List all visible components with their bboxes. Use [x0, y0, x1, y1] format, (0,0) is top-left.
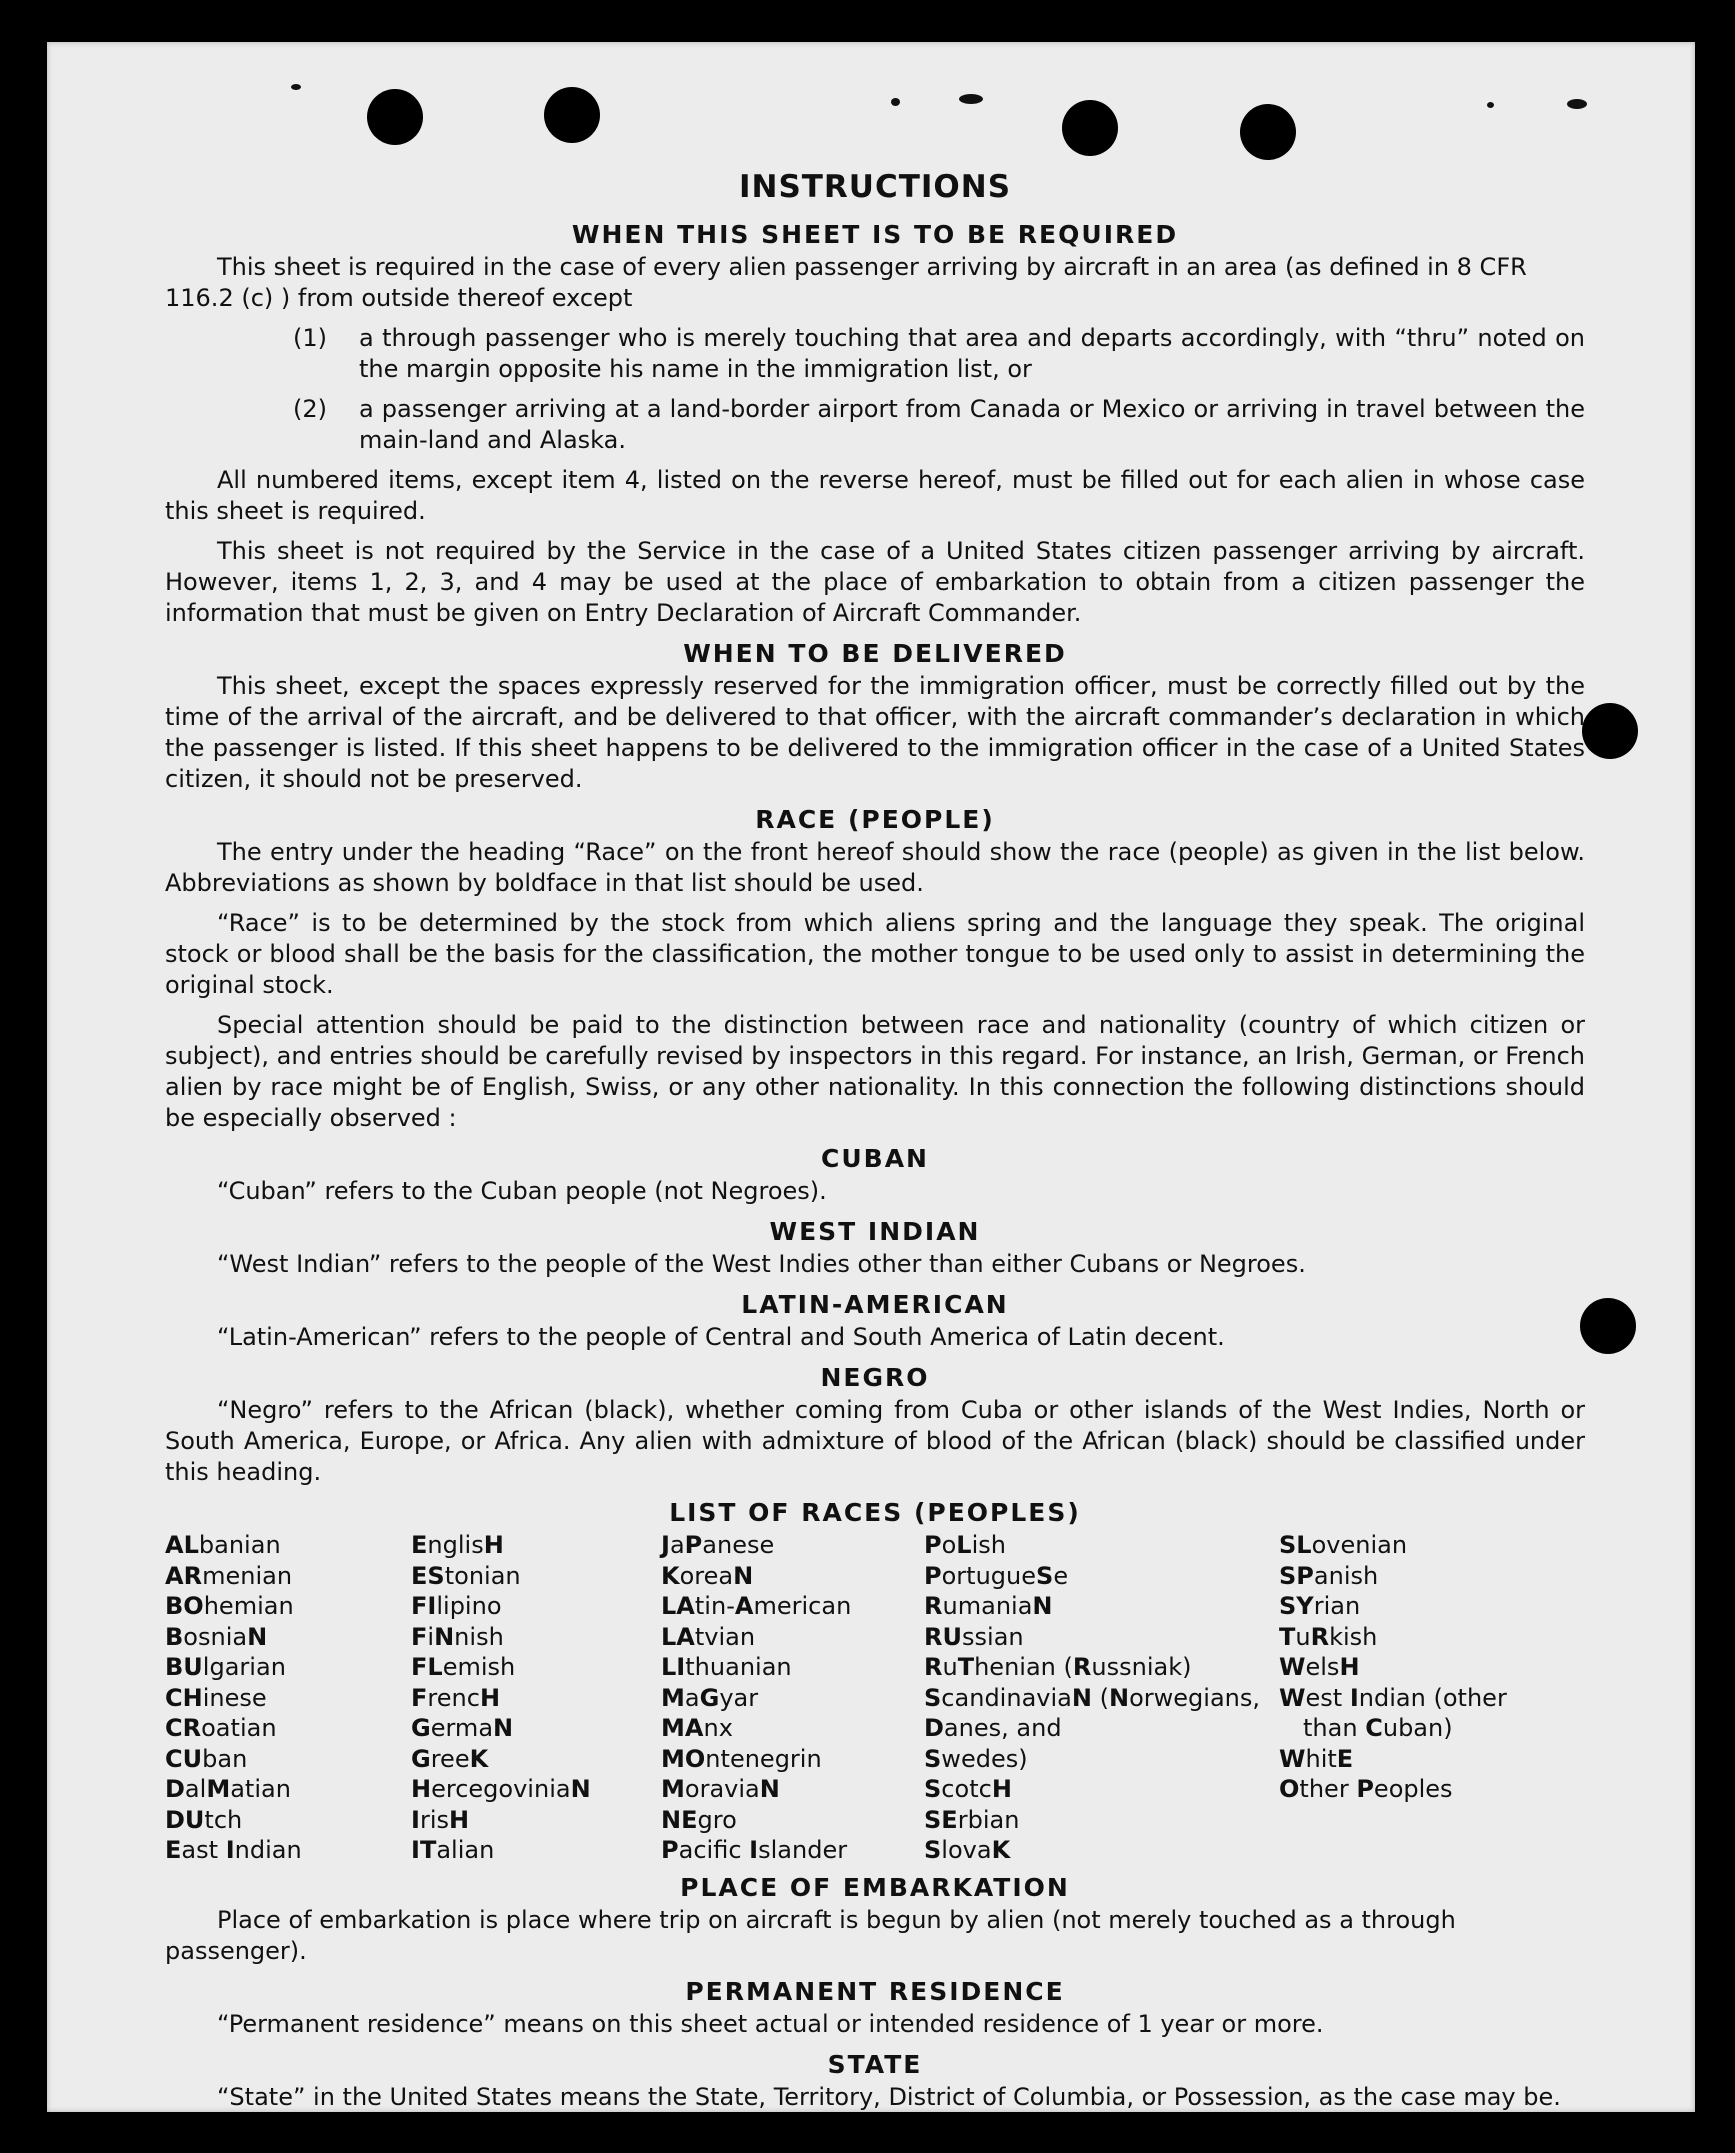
heading-when-required: WHEN THIS SHEET IS TO BE REQUIRED	[571, 220, 1179, 249]
embarkation-text: Place of embarkation is place where trip on aircraft is begun by alien (not merely touched as a through passenger).	[165, 1905, 1456, 1965]
instructions-content	[165, 169, 1585, 2122]
race-para1: The entry under the heading “Race” on the front hereof should show the race (people) as given in the list below. Abbreviations as shown by boldface in that list should be used.	[165, 838, 1585, 897]
heading-list-of-races: LIST OF RACES (PEOPLES)	[669, 1498, 1081, 1527]
speck	[1567, 99, 1587, 109]
list-item: LAtin-American	[661, 1592, 852, 1620]
punch-hole-4	[1240, 104, 1296, 160]
west-indian-text: “West Indian” refers to the people of the West Indies other than either Cubans or Negroes.	[217, 1250, 1306, 1278]
list-item: BosniaN	[165, 1622, 268, 1651]
list-item: NEgro	[661, 1805, 737, 1834]
punch-hole-1	[367, 89, 423, 145]
page-title: INSTRUCTIONS	[738, 169, 1012, 205]
exception-number: (1)	[293, 324, 327, 352]
speck	[891, 98, 900, 106]
speck	[959, 94, 983, 104]
exception-text: a through passenger who is merely touching that area and departs accordingly, with “thru” noted on the margin opposite his name in the immigration list, or	[359, 324, 1585, 383]
list-item: Danes, and	[924, 1714, 1062, 1742]
race-para2: “Race” is to be determined by the stock from which aliens spring and the language they speak. The original stock or blood shall be the basis for the classification, the mother tongue to be used only to assist in determining the original stock.	[165, 909, 1585, 999]
latin-american-text: “Latin-American” refers to the people of Central and South America of Latin decent.	[217, 1323, 1225, 1351]
list-item: BUlgarian	[165, 1653, 286, 1681]
race-para3: Special attention should be paid to the distinction between race and nationality (country of which citizen or subject), and entries should be carefully revised by inspectors in this regard. For instance, an Irish, German, or French alien by race might be of English, Swiss, or any other nationality. In this connection the following distinctions should be especially observed :	[165, 1011, 1585, 1132]
list-item: MaGyar	[661, 1683, 759, 1712]
list-item: WelsH	[1279, 1653, 1360, 1681]
list-item: MOntenegrin	[661, 1744, 822, 1773]
list-item: FIlipino	[411, 1592, 502, 1620]
race-list	[165, 1530, 1585, 1866]
list-item: ALbanian	[165, 1531, 281, 1559]
list-item: RuThenian (Russniak)	[924, 1653, 1192, 1681]
list-item: CUban	[165, 1744, 248, 1773]
heading-when-delivered: WHEN TO BE DELIVERED	[683, 639, 1067, 668]
race-column-2	[411, 1530, 661, 1866]
list-item: Other Peoples	[1279, 1775, 1453, 1803]
heading-negro: NEGRO	[820, 1363, 930, 1392]
heading-latin-american: LATIN-AMERICAN	[741, 1290, 1009, 1319]
heading-west-indian: WEST INDIAN	[769, 1217, 981, 1246]
punch-hole-3	[1062, 100, 1118, 156]
list-item: Pacifc Islander	[661, 1836, 848, 1864]
list-item: SPanish	[1279, 1561, 1379, 1590]
when-required-intro: This sheet is required in the case of every alien passenger arriving by aircraft in an area (as defined in 8 CFR 116.2 (c) ) from outside thereof except	[165, 253, 1527, 312]
list-item: ITalian	[411, 1836, 495, 1864]
punch-hole-2	[544, 87, 600, 143]
list-item: East Indian	[165, 1836, 302, 1864]
exception-text: a passenger arriving at a land-border airport from Canada or Mexico or arriving in travel between the main-land and Alaska.	[359, 395, 1585, 454]
list-item: GreeK	[411, 1744, 489, 1773]
list-item: MoraviaN	[661, 1775, 780, 1803]
list-item: ScandinaviaN (Norwegians,	[924, 1683, 1261, 1712]
list-item: FiNnish	[411, 1622, 504, 1651]
residence-text: “Permanent residence” means on this sheet actual or intended residence of 1 year or more.	[217, 2009, 1324, 2038]
cuban-text: “Cuban” refers to the Cuban people (not Negroes).	[217, 1177, 827, 1205]
list-item: FrencH	[411, 1683, 501, 1712]
list-item: PortugueSe	[924, 1561, 1069, 1590]
heading-race: RACE (PEOPLE)	[755, 805, 995, 834]
heading-residence: PERMANENT RESIDENCE	[685, 1976, 1065, 2006]
document-sheet	[47, 42, 1695, 2112]
list-item: CRoatian	[165, 1714, 277, 1742]
list-item: BOhemian	[165, 1592, 294, 1620]
list-item: PoLish	[924, 1531, 1006, 1559]
heading-cuban: CUBAN	[821, 1144, 929, 1173]
list-item: ARmenian	[165, 1561, 293, 1590]
punch-hole-5	[1582, 703, 1638, 759]
list-item: LAtvian	[661, 1622, 756, 1651]
negro-text: “Negro” refers to the African (black), whether coming from Cuba or other islands of the West Indies, North or South America, Europe, or Africa. Any alien with admixture of blood of the African (black) should be classified under this heading.	[165, 1396, 1585, 1486]
when-required-para3: This sheet is not required by the Service in the case of a United States citizen passenger arriving by aircraft. However, items 1, 2, 3, and 4 may be used at the place of embarkation to obtain from a citizen passenger the information that must be given on Entry Declaration of Aircraft Commander.	[165, 537, 1585, 627]
list-item: DalMatian	[165, 1775, 291, 1803]
list-item: SErbian	[924, 1805, 1020, 1834]
heading-state: STATE	[827, 2049, 923, 2079]
when-delivered-text: This sheet, except the spaces expressly reserved for the immigration officer, must be correctly filled out by the time of the arrival of the aircraft, and be delivered to that officer, with the aircraft commander’s declaration in which the passenger is listed. If this sheet happens to be delivered to the immigration officer in the case of a United States citizen, it should not be preserved.	[165, 672, 1585, 793]
list-item: DUtch	[165, 1805, 243, 1834]
speck	[291, 84, 301, 90]
list-item: than Cuban)	[1303, 1714, 1453, 1742]
list-item: RumaniaN	[924, 1592, 1053, 1620]
list-item: LIthuanian	[661, 1653, 792, 1681]
list-item: IrisH	[411, 1805, 470, 1834]
exception-item-2	[165, 394, 1585, 456]
list-item: GermaN	[411, 1714, 514, 1742]
list-item: CHinese	[165, 1683, 267, 1712]
list-item: West Indian (other	[1279, 1683, 1507, 1712]
list-item: RUssian	[924, 1622, 1024, 1651]
race-column-1	[165, 1530, 411, 1866]
punch-hole-6	[1580, 1298, 1636, 1354]
race-column-3	[661, 1530, 924, 1866]
list-item: FLemish	[411, 1653, 516, 1681]
list-item: SLovenian	[1279, 1531, 1408, 1559]
list-item: JaPanese	[661, 1531, 775, 1559]
list-item: SYrian	[1279, 1592, 1361, 1620]
list-item: SlovaK	[924, 1836, 1011, 1864]
exception-item-1	[165, 323, 1585, 385]
list-item: EnglisH	[411, 1531, 504, 1559]
race-column-4	[924, 1530, 1279, 1866]
list-item: HercegoviniaN	[411, 1775, 591, 1803]
list-item: ScotcH	[924, 1775, 1012, 1803]
list-item: MAnx	[661, 1714, 733, 1742]
list-item: Swedes)	[924, 1744, 1028, 1773]
when-required-para2: All numbered items, except item 4, listed on the reverse hereof, must be filled out for each alien in whose case this sheet is required.	[165, 466, 1585, 525]
heading-embarkation: PLACE OF EMBARKATION	[680, 1872, 1070, 1902]
list-item: KoreaN	[661, 1561, 754, 1590]
list-item: EStonian	[411, 1561, 521, 1590]
exception-number: (2)	[293, 395, 327, 423]
speck	[1487, 102, 1494, 108]
state-text: “State” in the United States means the State, Territory, District of Columbia, or Possession, as the case may be.	[217, 2082, 1561, 2111]
race-column-5	[1279, 1530, 1585, 1866]
list-item: TuRkish	[1279, 1622, 1378, 1651]
list-item: WhitE	[1279, 1744, 1354, 1773]
